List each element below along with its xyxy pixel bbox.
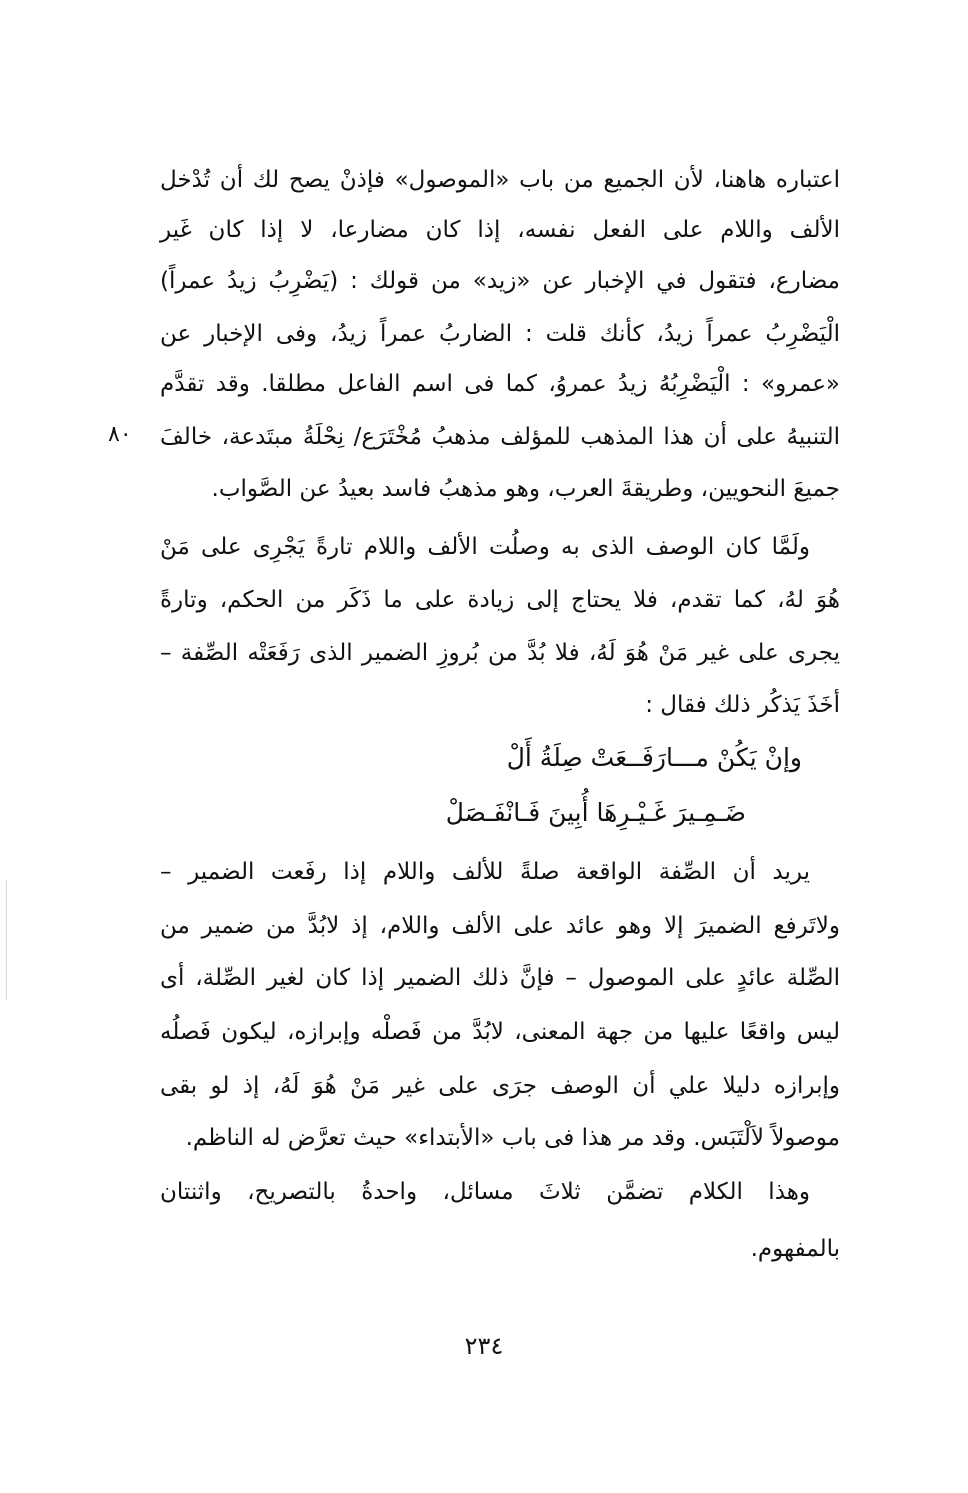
- paragraph4-line-1: وهذا الكلام تضمَّن ثلاثَ مسائل، واحدةُ بالتصريح، واثنتان: [160, 1179, 810, 1205]
- paragraph2-line-1: ولَمَّا كان الوصف الذى به وصلُت الألف واللام تارةً يَجْرِى على مَنْ: [160, 534, 810, 560]
- paragraph1-line-4: الْيَضْرِبُ عمراً زيدُ، كأنك قلت : الضاربُ عمراً زيدُ، وفى الإخبار عن: [160, 321, 840, 347]
- verse-line-2: ضَـمِـيرَ غَـيْـرِهَا أُبِينَ فَـانْفَـصَلْ: [445, 798, 746, 827]
- paragraph2-line-4: أخَذَ يَذكُر ذلك فقال :: [645, 692, 840, 718]
- verse-line-1: وإنْ يَكُنْ مـــارَفَــعَتْ صِلَةُ أَلْ: [506, 743, 802, 772]
- paragraph1-line-6: التنبيهُ على أن هذا المذهب للمؤلف مذهبُ مُخْتَرَع/ نِحْلَةُ مبتَدعة، خالفَ: [160, 424, 840, 450]
- paragraph1-line-5: «عمرو» : الْيَضْرِبُهُ زيدُ عمروُ، كما فى اسم الفاعل مطلقا. وقد تقدَّم: [160, 371, 840, 397]
- paragraph2-line-2: هُوَ لهُ، كما تقدم، فلا يحتاج إلى زيادة على ما ذَكَر من الحكم، وتارةً: [160, 587, 840, 613]
- paragraph3-line-4: ليس واقعًا عليها من جهة المعنى، لابُدَّ من فَصلْه وإبرازه، ليكون فَصلُه: [160, 1019, 840, 1045]
- paragraph1-line-1: اعتباره هاهنا، لأن الجميع من باب «الموصول» فإذنْ يصح لك أن تُدْخل: [160, 167, 840, 193]
- paragraph2-line-3: يجرى على غير مَنْ هُوَ لَهُ، فلا بُدَّ من بُروزِ الضمير الذى رَفَعَتْه الصِّفة –: [160, 640, 840, 666]
- paragraph3-line-3: الصِّلة عائدٍ على الموصول – فإنَّ ذلك الضمير إذا كان لغير الصِّلة، أى: [160, 965, 840, 991]
- paragraph3-line-5: وإبرازه دليلا علي أن الوصف جرَى على غير مَنْ هُوَ لَهُ، إذ لو بقى: [160, 1073, 840, 1099]
- paragraph1-line-2: الألف واللام على الفعل نفسه، إذا كان مضارعا، لا إذا كان غَير: [160, 217, 840, 243]
- main-text: [160, 0, 840, 1300]
- paragraph3-line-1: يريد أن الصِّفة الواقعة صلةً للألف واللام إذا رفَعت الضمير –: [160, 859, 810, 885]
- paragraph3-line-2: ولاتَرفع الضميرَ إلا وهو عائد على الألف واللام، إذ لابُدَّ من ضمير من: [160, 913, 840, 939]
- scan-edge-mark: [6, 880, 7, 1000]
- paragraph3-line-6: موصولاً لاَلْتَبَس. وقد مر هذا فى باب «الأبتداء» حيث تعرَّض له الناظم.: [185, 1125, 840, 1151]
- page-number: ٢٣٤: [464, 1332, 504, 1360]
- margin-reference-number: ٨٠: [108, 422, 132, 447]
- paragraph1-line-3: مضارع، فتقول في الإخبار عن «زيد» من قولك : (يَضْرِبُ زيدُ عمراً): [160, 268, 840, 294]
- paragraph1-line-7: جميعَ النحويين، وطريقةَ العرب، وهو مذهبُ فاسد بعيدُ عن الصَّواب.: [211, 476, 840, 502]
- paragraph4-line-2: بالمفهوم.: [750, 1236, 840, 1262]
